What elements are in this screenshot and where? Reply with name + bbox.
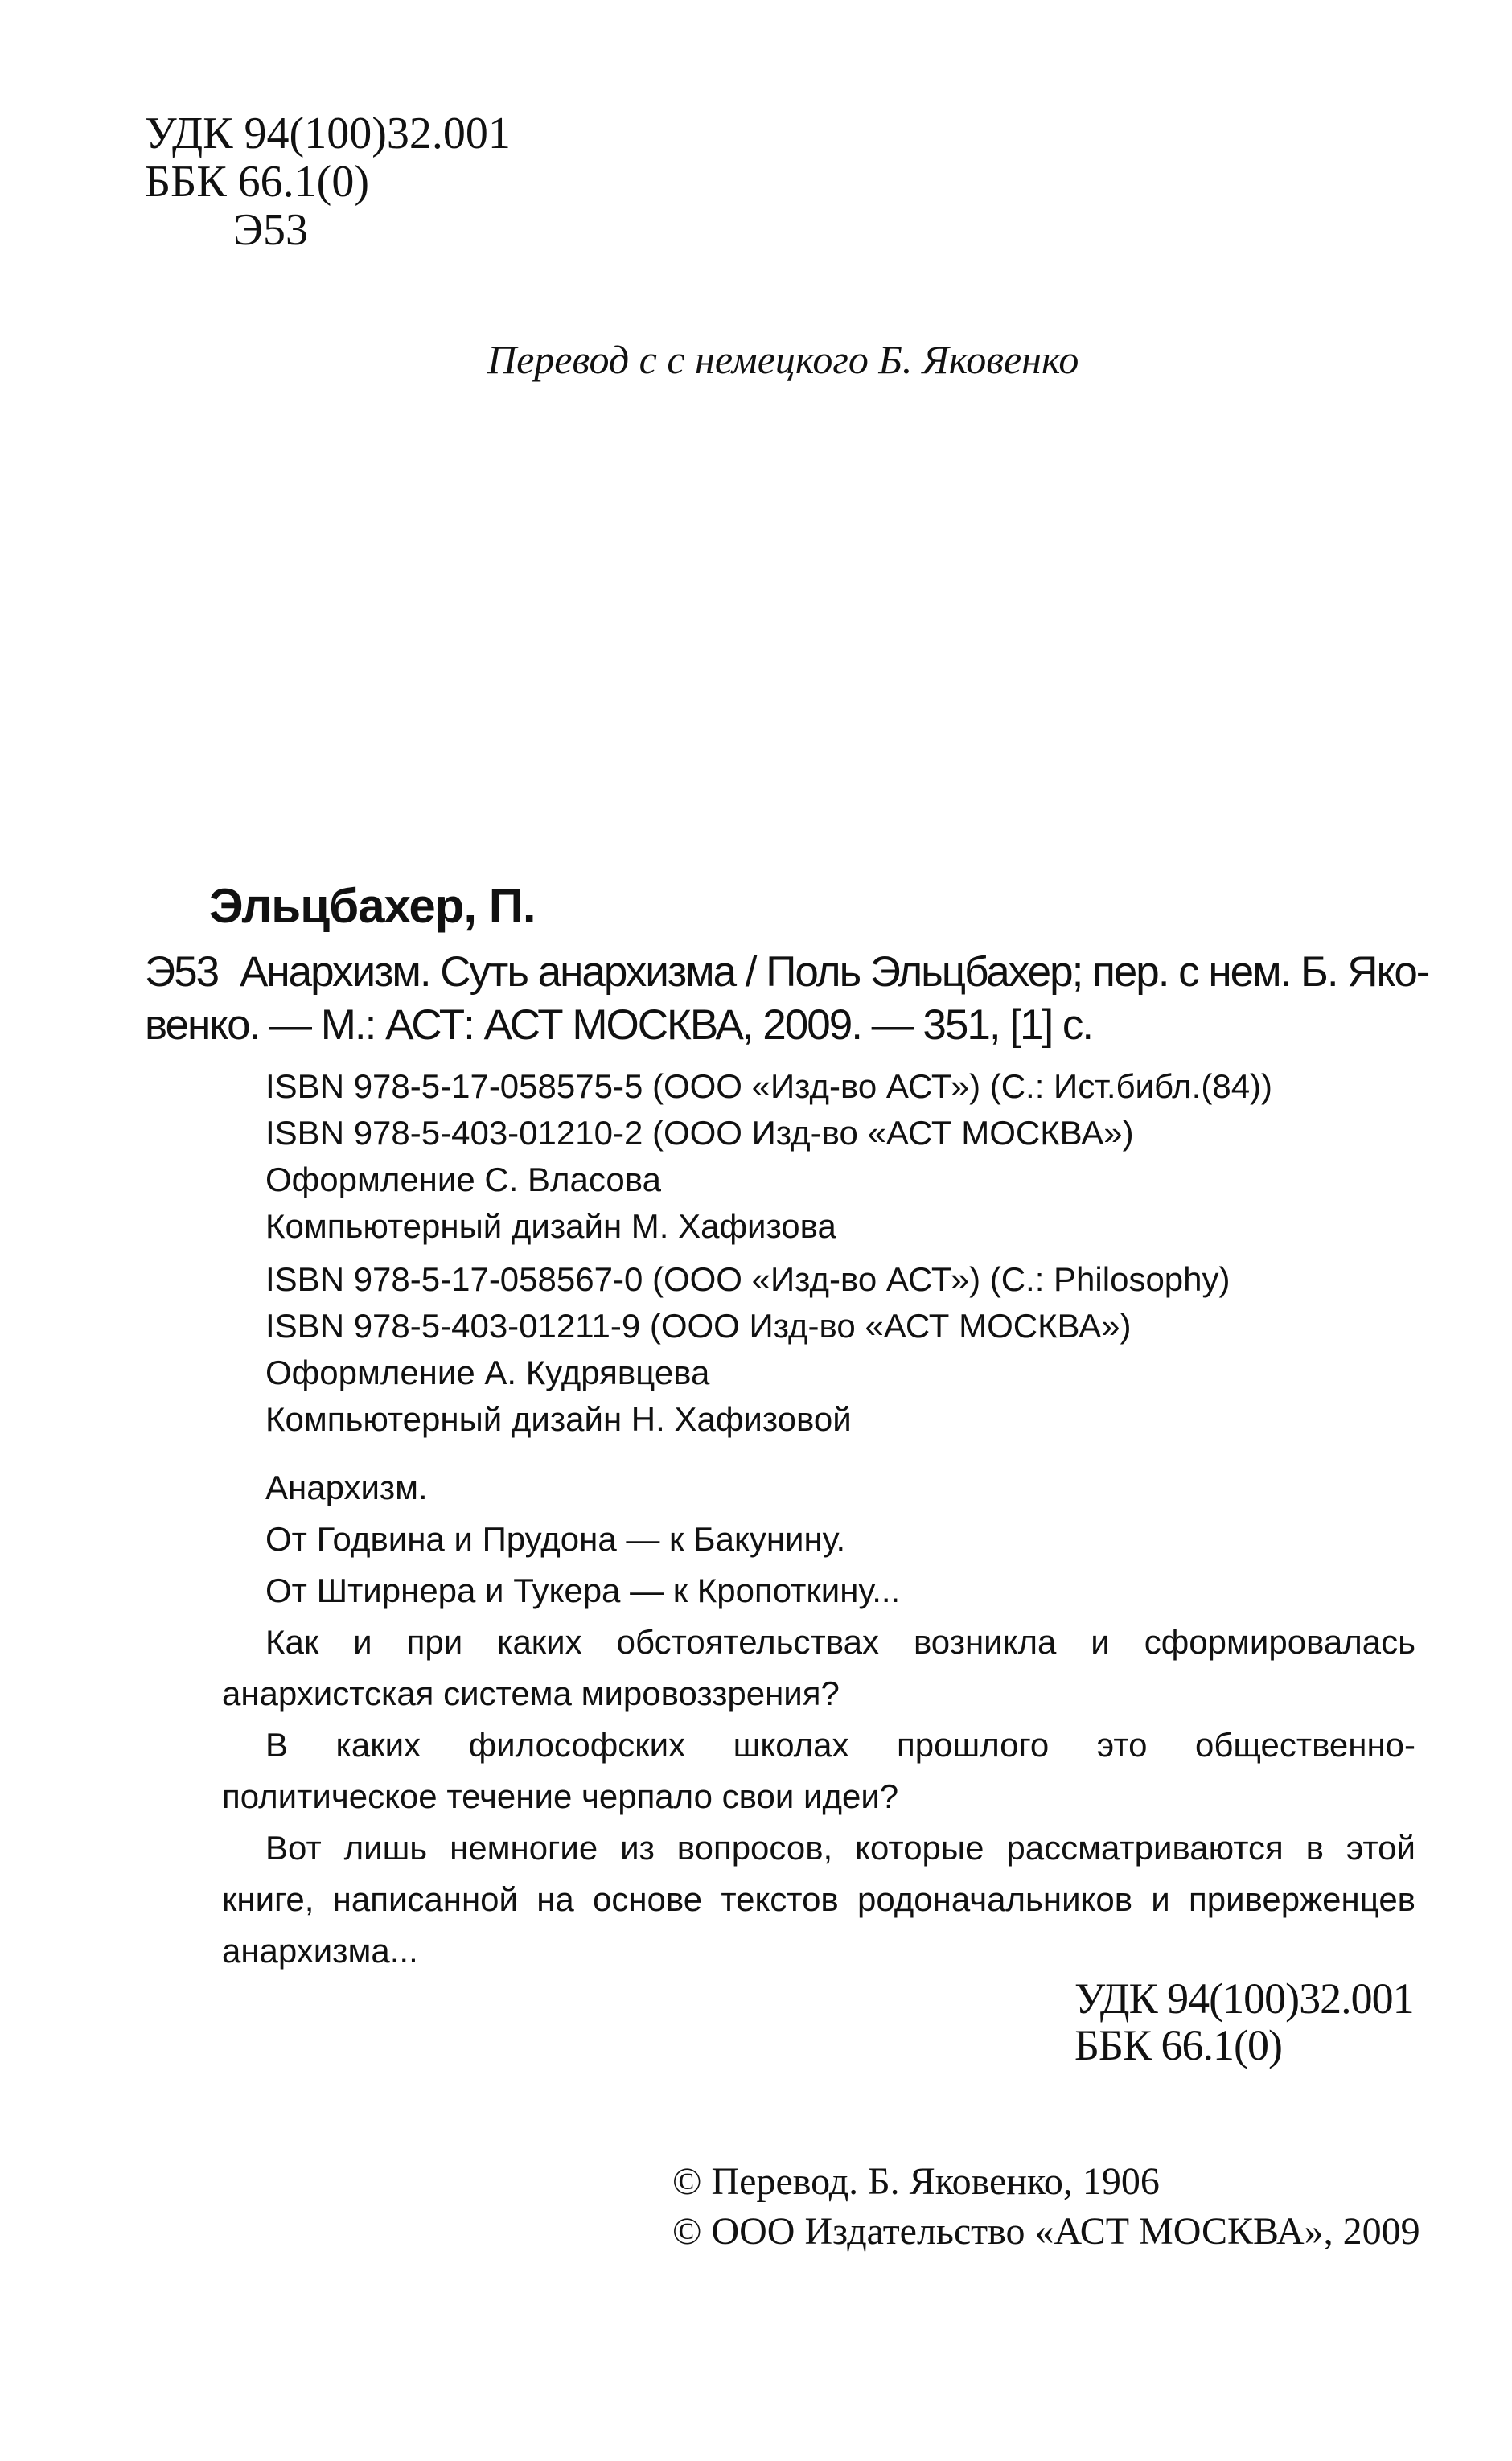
author-heading: Эльцбахер, П.	[209, 879, 536, 933]
publisher-copyright: © ООО Издательство «АСТ МОСКВА», 2009	[672, 2210, 1420, 2253]
design-credit: Компьютерный дизайн Н. Хафизовой	[265, 1400, 852, 1438]
credits-group-2	[265, 1256, 1231, 1443]
isbn-line: ISBN 978-5-403-01210-2 (ООО Изд-во «АСТ МОСКВА»)	[265, 1114, 1134, 1152]
bottom-classification	[1074, 1975, 1414, 2069]
translator-note: Перевод с с немецкого Б. Яковенко	[487, 337, 1079, 382]
design-credit: Оформление А. Кудрявцева	[265, 1354, 710, 1391]
annotation-line: политическое течение черпало свои идеи?	[222, 1777, 899, 1815]
annotation-line: Анархизм.	[265, 1469, 428, 1506]
annotation-line: От Годвина и Прудона — к Бакунину.	[265, 1520, 846, 1558]
bibliographic-description	[145, 946, 1429, 1052]
annotation-line: В каких философских школах прошлого это общественно-	[265, 1726, 1415, 1764]
annotation-line: Как и при каких обстоятельствах возникла и сформировалась	[265, 1623, 1415, 1661]
annotation	[222, 1462, 1415, 1977]
bib-author-mark: Э53	[145, 948, 219, 996]
credits-group-1	[265, 1063, 1272, 1250]
bbk-code: ББК 66.1(0)	[1074, 2021, 1282, 2069]
isbn-line: ISBN 978-5-17-058575-5 (ООО «Изд-во АСТ») (С.: Ист.библ.(84))	[265, 1067, 1273, 1105]
annotation-line: От Штирнера и Тукера — к Кропоткину...	[265, 1572, 901, 1609]
bib-line-1: Анархизм. Суть анархизма / Поль Эльцбахер; пер. с нем. Б. Яко-	[240, 948, 1429, 996]
annotation-line: анархистская система мировоззрения?	[222, 1674, 840, 1712]
bib-line-2: венко. — М.: АСТ: АСТ МОСКВА, 2009. — 351, [1] с.	[145, 1001, 1093, 1049]
udk-code: УДК 94(100)32.001	[1074, 1974, 1414, 2023]
copyright-block	[672, 2157, 1420, 2257]
design-credit: Оформление С. Власова	[265, 1161, 661, 1198]
udk-code: УДК 94(100)32.001	[145, 109, 511, 158]
annotation-line: книге, написанной на основе текстов родоначальников и приверженцев	[222, 1880, 1415, 1918]
isbn-line: ISBN 978-5-17-058567-0 (ООО «Изд-во АСТ») (С.: Philosophy)	[265, 1260, 1231, 1298]
author-mark: Э53	[233, 205, 308, 255]
design-credit: Компьютерный дизайн М. Хафизова	[265, 1207, 836, 1245]
annotation-line: анархизма...	[222, 1932, 418, 1970]
top-classification	[145, 109, 511, 254]
isbn-line: ISBN 978-5-403-01211-9 (ООО Изд-во «АСТ МОСКВА»)	[265, 1307, 1132, 1345]
translation-copyright: © Перевод. Б. Яковенко, 1906	[672, 2160, 1160, 2203]
bbk-code: ББК 66.1(0)	[145, 157, 369, 207]
annotation-line: Вот лишь немногие из вопросов, которые рассматриваются в этой	[265, 1829, 1415, 1867]
